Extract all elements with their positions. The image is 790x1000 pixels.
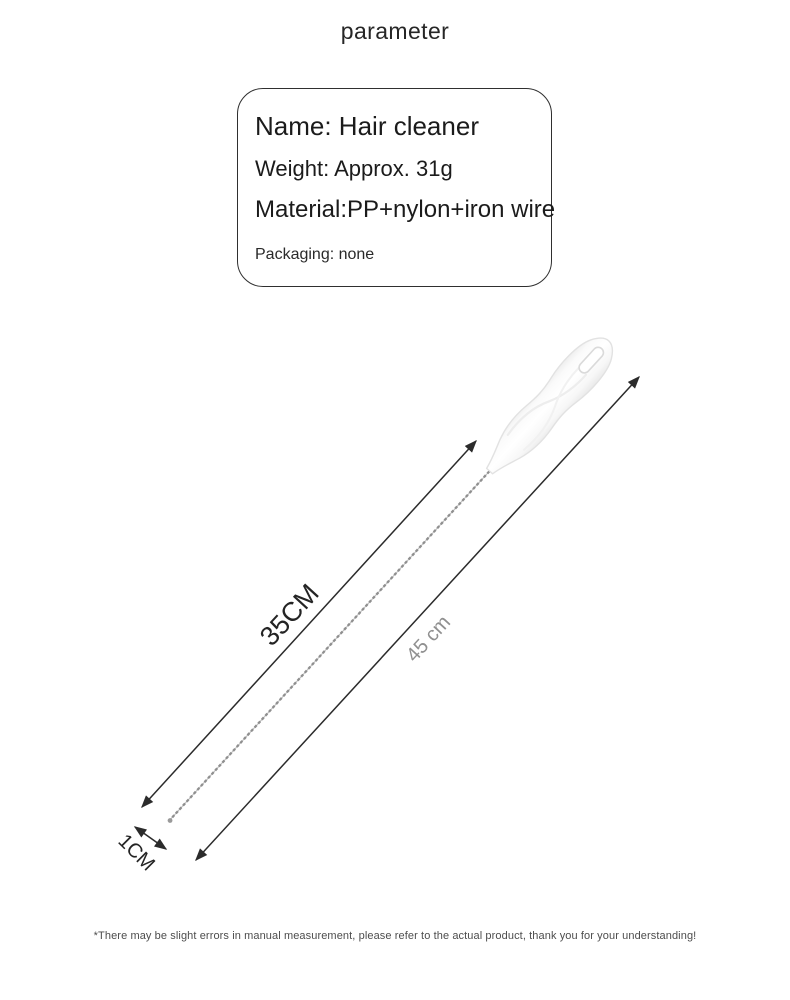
spec-weight: Weight: Approx. 31g xyxy=(255,156,453,181)
brush-wire-tip xyxy=(167,817,174,824)
spec-name: Name: Hair cleaner xyxy=(255,111,479,141)
dim-arrow-brush-length xyxy=(142,441,476,807)
dim-label-brush-diameter: 1CM xyxy=(113,830,159,876)
page-title: parameter xyxy=(340,18,450,44)
dim-label-total-length: 45 cm xyxy=(402,611,456,667)
measurement-disclaimer: *There may be slight errors in manual measurement, please refer to the actual product, thank you for your understanding! xyxy=(93,930,697,942)
brush-bristles-bottom xyxy=(177,471,495,818)
spec-material: Material:PP+nylon+iron wire xyxy=(255,196,556,223)
dim-arrow-total-length xyxy=(196,377,639,860)
spec-packaging: Packaging: none xyxy=(255,246,375,263)
dim-label-brush-length: 35CM xyxy=(253,578,325,652)
hair-cleaner-brush xyxy=(154,328,624,835)
